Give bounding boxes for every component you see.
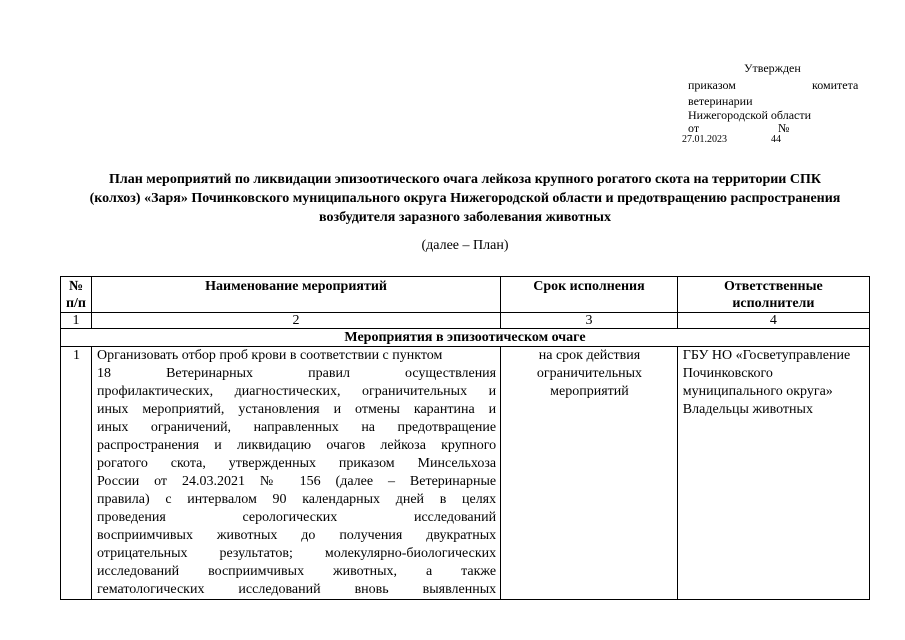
approval-order-label: приказом xyxy=(688,78,736,92)
approval-committee-label: комитета xyxy=(812,78,859,92)
text-line: Владельцы животных xyxy=(682,402,813,417)
activity-text xyxy=(97,347,496,599)
text-line: профилактических, диагностических, ограничительных и xyxy=(96,384,497,399)
header-name: Наименование мероприятий xyxy=(91,277,500,313)
section-title: Мероприятия в эпизоотическом очаге xyxy=(61,329,870,347)
text-line: России от 24.03.2021 № 156 (далее – Ветеринарные xyxy=(96,474,497,489)
header-responsible-line: исполнители xyxy=(732,296,815,311)
approval-region-label: Нижегородской области xyxy=(688,108,812,122)
plan-table xyxy=(60,276,870,600)
table-row xyxy=(61,347,870,600)
column-number: 1 xyxy=(61,313,92,329)
document-title xyxy=(60,170,870,227)
approval-number: 44 xyxy=(771,134,781,145)
header-number-line: п/п xyxy=(65,296,86,311)
approval-number-label: № xyxy=(778,121,790,135)
row-activity xyxy=(91,347,500,600)
approval-from-label: от xyxy=(688,121,700,135)
approval-heading: Утвержден xyxy=(744,61,801,75)
row-responsible xyxy=(677,347,869,600)
text-line: 18 Ветеринарных правил осуществления xyxy=(96,366,497,381)
text-line: рогатого скота, утвержденных приказом Минсельхоза xyxy=(96,456,497,471)
header-responsible-line: Ответственные xyxy=(724,279,823,294)
text-line: на срок действия xyxy=(538,348,641,363)
text-line: Починковского xyxy=(682,366,773,381)
header-responsible xyxy=(677,277,869,313)
header-number-line: № xyxy=(68,279,84,294)
text-line: распространения и ликвидацию очагов лейкоза крупного xyxy=(96,438,497,453)
text-line: муниципального округа» xyxy=(682,384,833,399)
responsible-text xyxy=(683,347,865,419)
text-line: иных ограничений, направленных на предотвращение xyxy=(96,420,497,435)
document-subtitle: (далее – План) xyxy=(421,238,509,253)
text-line: иных мероприятий, установления и отмены карантина и xyxy=(96,402,497,417)
approval-date: 27.01.2023 xyxy=(682,134,727,145)
term-text xyxy=(506,347,673,401)
text-line: восприимчивых животных до получения двукратных xyxy=(96,528,497,543)
text-line: гематологических исследований вновь выявленных xyxy=(96,582,497,597)
column-number-row xyxy=(61,313,870,329)
text-line: проведения серологических исследований xyxy=(96,510,497,525)
header-number xyxy=(61,277,92,313)
section-row xyxy=(61,329,870,347)
title-line: возбудителя заразного заболевания животных xyxy=(319,210,611,225)
column-number: 4 xyxy=(677,313,869,329)
header-term: Срок исполнения xyxy=(501,277,678,313)
text-line: ГБУ НО «Госветуправление xyxy=(682,348,851,363)
text-line: правила) с интервалом 90 календарных дней в целях xyxy=(96,492,497,507)
text-line: исследований восприимчивых животных, а также xyxy=(96,564,497,579)
title-line: План мероприятий по ликвидации эпизоотического очага лейкоза крупного рогатого скота на территории СПК xyxy=(108,172,822,187)
title-line: (колхоз) «Заря» Починковского муниципального округа Нижегородской области и предотвращению распространения xyxy=(89,191,841,206)
row-term xyxy=(501,347,678,600)
table-header-row xyxy=(61,277,870,313)
text-line: мероприятий xyxy=(550,384,629,399)
row-number: 1 xyxy=(61,347,92,600)
approval-vet-label: ветеринарии xyxy=(688,94,753,108)
text-line: ограничительных xyxy=(536,366,642,381)
text-line: Организовать отбор проб крови в соответствии с пунктом xyxy=(96,348,443,363)
column-number: 2 xyxy=(91,313,500,329)
column-number: 3 xyxy=(501,313,678,329)
text-line: отрицательных результатов; молекулярно-биологических xyxy=(96,546,497,561)
